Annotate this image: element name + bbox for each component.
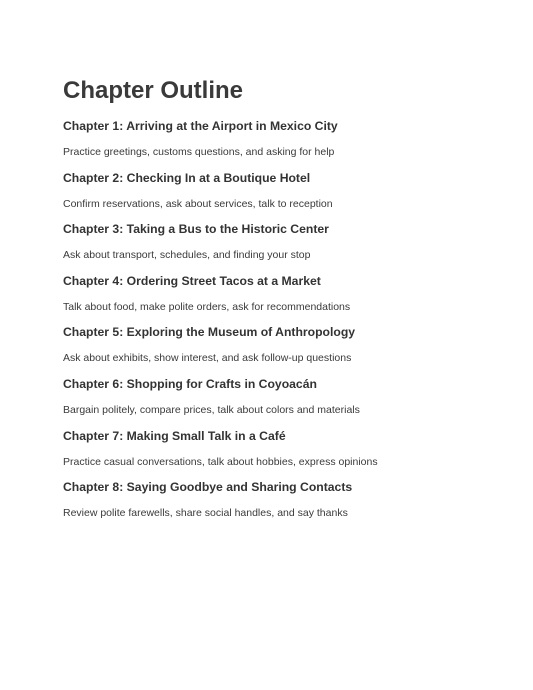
chapter-item bbox=[63, 323, 523, 375]
chapter-item bbox=[63, 169, 523, 221]
chapter-description: Ask about transport, schedules, and finding your stop bbox=[63, 249, 311, 262]
chapter-list bbox=[63, 117, 523, 530]
chapter-description: Talk about food, make polite orders, ask for recommendations bbox=[63, 300, 351, 313]
chapter-heading: Chapter 2: Checking In at a Boutique Hotel bbox=[63, 170, 311, 185]
chapter-description: Practice casual conversations, talk about hobbies, express opinions bbox=[63, 455, 378, 468]
chapter-item bbox=[63, 478, 523, 530]
chapter-item bbox=[63, 272, 523, 324]
chapter-description: Practice greetings, customs questions, and asking for help bbox=[63, 146, 335, 158]
chapter-heading: Chapter 1: Arriving at the Airport in Mexico City bbox=[63, 119, 338, 133]
chapter-description: Review polite farewells, share social handles, and say thanks bbox=[63, 507, 348, 520]
chapter-heading: Chapter 7: Making Small Talk in a Café bbox=[63, 428, 286, 443]
chapter-heading: Chapter 3: Taking a Bus to the Historic Center bbox=[63, 222, 329, 237]
page-title: Chapter Outline bbox=[63, 77, 244, 104]
chapter-heading: Chapter 6: Shopping for Crafts in Coyoacán bbox=[63, 376, 317, 391]
chapter-description: Ask about exhibits, show interest, and ask follow-up questions bbox=[63, 352, 352, 365]
chapter-heading: Chapter 4: Ordering Street Tacos at a Market bbox=[63, 273, 321, 288]
chapter-item bbox=[63, 427, 523, 479]
chapter-item bbox=[63, 117, 523, 169]
chapter-item bbox=[63, 375, 523, 427]
chapter-description: Bargain politely, compare prices, talk about colors and materials bbox=[63, 403, 360, 416]
chapter-item bbox=[63, 220, 523, 272]
chapter-heading: Chapter 8: Saying Goodbye and Sharing Contacts bbox=[63, 480, 353, 495]
chapter-heading: Chapter 5: Exploring the Museum of Anthropology bbox=[63, 325, 356, 340]
chapter-description: Confirm reservations, ask about services, talk to reception bbox=[63, 197, 333, 210]
